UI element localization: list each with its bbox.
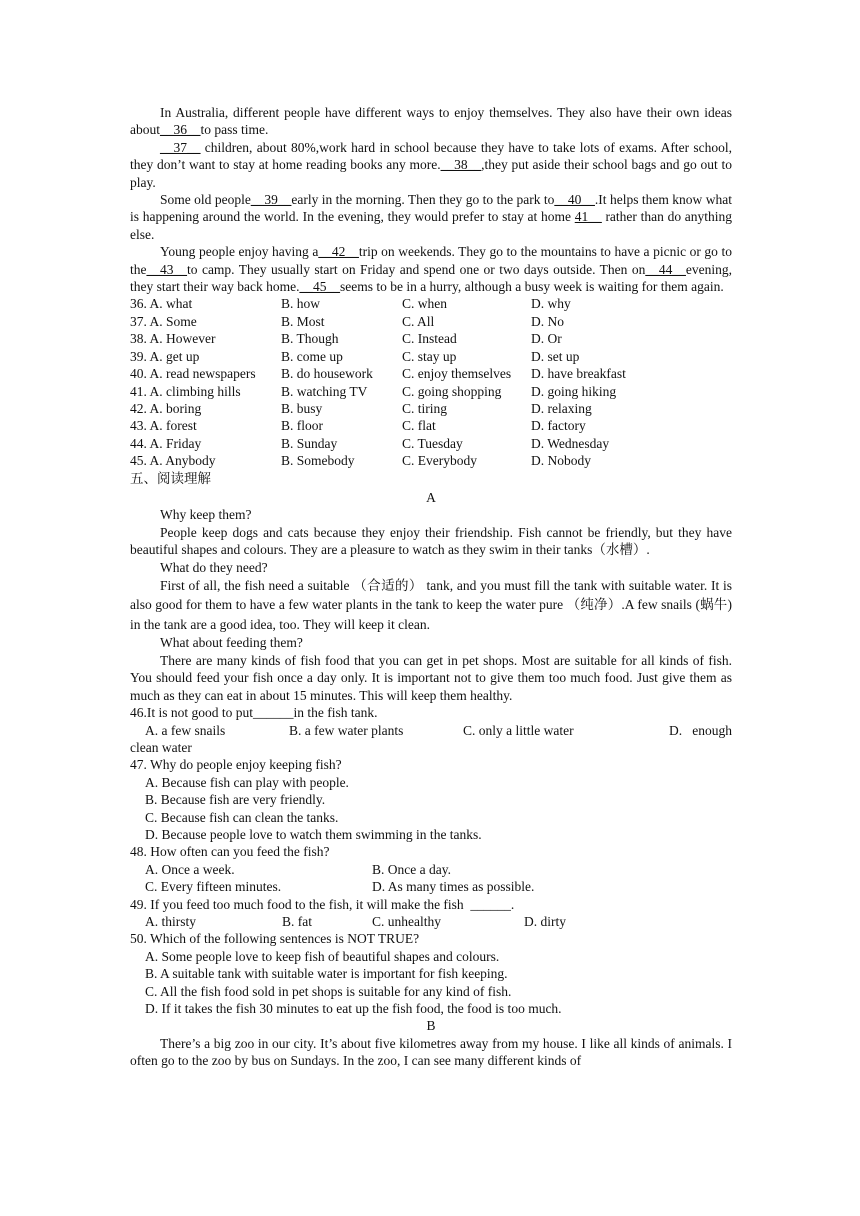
text: trip on weekends. They go to the mountains to have a picnic or go to the [130, 244, 732, 277]
option: 41. A. climbing hills [130, 383, 241, 399]
option: B. floor [281, 418, 323, 434]
option: C. only a little water [463, 722, 574, 738]
cloze-options [130, 295, 732, 469]
passage-b-text-1: There’s a big zoo in our city. It’s about five kilometres away from my house. I like all kinds of animals. I often go to the zoo by bus on Sundays. In the zoo, I can see many different kinds of [130, 1035, 732, 1069]
option: B. how [281, 296, 321, 312]
blank-38: __38__ [440, 157, 482, 173]
option: D. enough [669, 722, 732, 738]
option: D. Because people love to watch them swimming in the tanks. [145, 826, 482, 842]
option: B. Once a day. [372, 861, 451, 877]
option: B. Because fish are very friendly. [145, 792, 326, 808]
option: B. fat [282, 913, 312, 929]
option: 43. A. forest [130, 418, 197, 434]
option: B. watching TV [281, 383, 368, 399]
question-47: 47. Why do people enjoy keeping fish? [130, 757, 342, 773]
question-49: 49. If you feed too much food to the fish, it will make the fish ______. [130, 896, 515, 912]
option: 45. A. Anybody [130, 453, 216, 469]
option: D. why [531, 296, 571, 312]
option: C. Every fifteen minutes. [145, 879, 282, 895]
option: D. set up [531, 348, 580, 364]
document-page [130, 104, 732, 1070]
question-48: 48. How often can you feed the fish? [130, 844, 330, 860]
options-row-37 [130, 313, 732, 330]
question-46-continuation: clean water [130, 739, 192, 755]
option: 44. A. Friday [130, 435, 202, 451]
text: seems to be in a hurry, although a busy week is waiting for them again. [339, 279, 724, 295]
option: C. when [402, 296, 447, 312]
option: 40. A. read newspapers [130, 366, 256, 382]
options-row-42 [130, 400, 732, 417]
passage-b-label: B [426, 1018, 436, 1034]
text: Young people enjoy having a [160, 244, 319, 260]
option: 37. A. Some [130, 313, 197, 329]
text: In Australia, different people have different ways to enjoy themselves. They also have their own ideas about [130, 105, 732, 138]
option: D. factory [531, 418, 586, 434]
option: D. dirty [524, 913, 566, 929]
passage-a-heading-1: Why keep them? [160, 507, 252, 523]
passage-a-heading-3: What about feeding them? [160, 635, 303, 651]
option: D. Wednesday [531, 435, 610, 451]
option: B. A suitable tank with suitable water is important for fish keeping. [145, 966, 508, 982]
option: D. No [531, 313, 564, 329]
option: D. going hiking [531, 383, 617, 399]
text: evening, they start their way back home. [130, 261, 732, 295]
section-title: 五、阅读理解 [130, 470, 211, 486]
question-46: 46.It is not good to put______in the fish tank. [130, 705, 378, 721]
options-row-41 [130, 383, 732, 400]
cloze-paragraph-4 [130, 243, 732, 295]
blank-44: __44__ [645, 261, 686, 277]
option: 42. A. boring [130, 400, 202, 416]
option: A. Once a week. [145, 861, 235, 877]
options-row-36 [130, 295, 732, 312]
question-50: 50. Which of the following sentences is NOT TRUE? [130, 931, 420, 947]
option: B. do housework [281, 366, 373, 382]
option: D. have breakfast [531, 366, 626, 382]
options-row-44 [130, 435, 732, 452]
option: B. busy [281, 400, 323, 416]
option: D. As many times as possible. [372, 879, 535, 895]
option: 38. A. However [130, 331, 216, 347]
text: children, about 80%,work hard in school because they have to take lots of exams. After school, they don’t want to stay at home reading books any more. [130, 139, 732, 173]
option: A. a few snails [145, 722, 226, 738]
option: D. Nobody [531, 453, 591, 469]
passage-a-text-1: People keep dogs and cats because they enjoy their friendship. Fish cannot be friendly, but they have beautiful shapes and colours. They are a pleasure to watch as they swim in their tanks（水槽）. [130, 524, 732, 558]
option: C. Tuesday [402, 435, 463, 451]
blank-41: 41__ [574, 209, 602, 225]
option: C. Because fish can clean the tanks. [145, 809, 339, 825]
option: C. going shopping [402, 383, 502, 399]
blank-42: __42__ [318, 244, 359, 260]
passage-a-heading-2: What do they need? [160, 559, 268, 575]
blank-40: __40__ [554, 192, 595, 208]
text: ,they put aside their school bags and go out to play. [130, 157, 732, 190]
blank-36: __36__ [160, 122, 201, 138]
option: C. stay up [402, 348, 457, 364]
option: A. Some people love to keep fish of beautiful shapes and colours. [145, 948, 500, 964]
options-row-39 [130, 348, 732, 365]
passage-a-text-2: First of all, the fish need a suitable （合适的） tank, and you must fill the tank with suitable water. It is also good for them to have a few water plants in the tank to keep the water pure （纯净）.A few snails (蜗牛) in the tank are a good idea, too. They will keep it clean. [130, 577, 732, 632]
option: B. a few water plants [289, 722, 404, 738]
question-49-options [130, 913, 732, 930]
option: C. tiring [402, 400, 448, 416]
question-46-options [130, 722, 732, 739]
blank-45: __45__ [299, 279, 340, 295]
option: C. enjoy themselves [402, 366, 512, 382]
text: to camp. They usually start on Friday and spend one or two days outside. Then on [187, 261, 646, 277]
blank-43: __43__ [146, 261, 187, 277]
passage-a-label: A [426, 489, 436, 505]
text: to pass time. [200, 122, 269, 138]
cloze-paragraph-1 [130, 104, 732, 139]
option: D. relaxing [531, 400, 592, 416]
option: B. come up [281, 348, 343, 364]
option: C. Everybody [402, 453, 477, 469]
option: C. unhealthy [372, 913, 441, 929]
option: B. Somebody [281, 453, 355, 469]
options-row-43 [130, 417, 732, 434]
option: D. If it takes the fish 30 minutes to eat up the fish food, the food is too much. [145, 1001, 562, 1016]
option: D. Or [531, 331, 562, 347]
text: early in the morning. Then they go to the park to [291, 192, 555, 208]
option: A. Because fish can play with people. [145, 774, 349, 790]
text: .It helps them know what is happening around the world. In the evening, they would prefer to stay at home [130, 192, 732, 225]
cloze-paragraph-2 [130, 139, 732, 191]
question-48-options-row-1 [130, 861, 732, 878]
option: 36. A. what [130, 296, 193, 312]
text: rather than do anything else. [130, 209, 733, 242]
blank-37: __37__ [160, 139, 201, 155]
option: 39. A. get up [130, 348, 200, 364]
passage-a-text-3: There are many kinds of fish food that you can get in pet shops. Most are suitable for all kinds of fish. You should feed your fish once a day only. It is important not to give them too much food. Just give them as much as they can eat in about 15 minutes. This will keep them healthy. [130, 652, 732, 703]
option: C. Instead [402, 331, 457, 347]
text: Some old people [160, 192, 251, 208]
options-row-40 [130, 365, 732, 382]
option: A. thirsty [145, 913, 197, 929]
option: B. Sunday [281, 435, 338, 451]
option: B. Though [281, 331, 339, 347]
blank-39: __39__ [250, 192, 292, 208]
option: C. All the fish food sold in pet shops is suitable for any kind of fish. [145, 983, 512, 999]
option: B. Most [281, 313, 325, 329]
option: C. flat [402, 418, 436, 434]
cloze-paragraph-3 [130, 191, 732, 243]
options-row-38 [130, 330, 732, 347]
question-48-options-row-2 [130, 878, 732, 895]
option: C. All [402, 313, 435, 329]
options-row-45 [130, 452, 732, 469]
